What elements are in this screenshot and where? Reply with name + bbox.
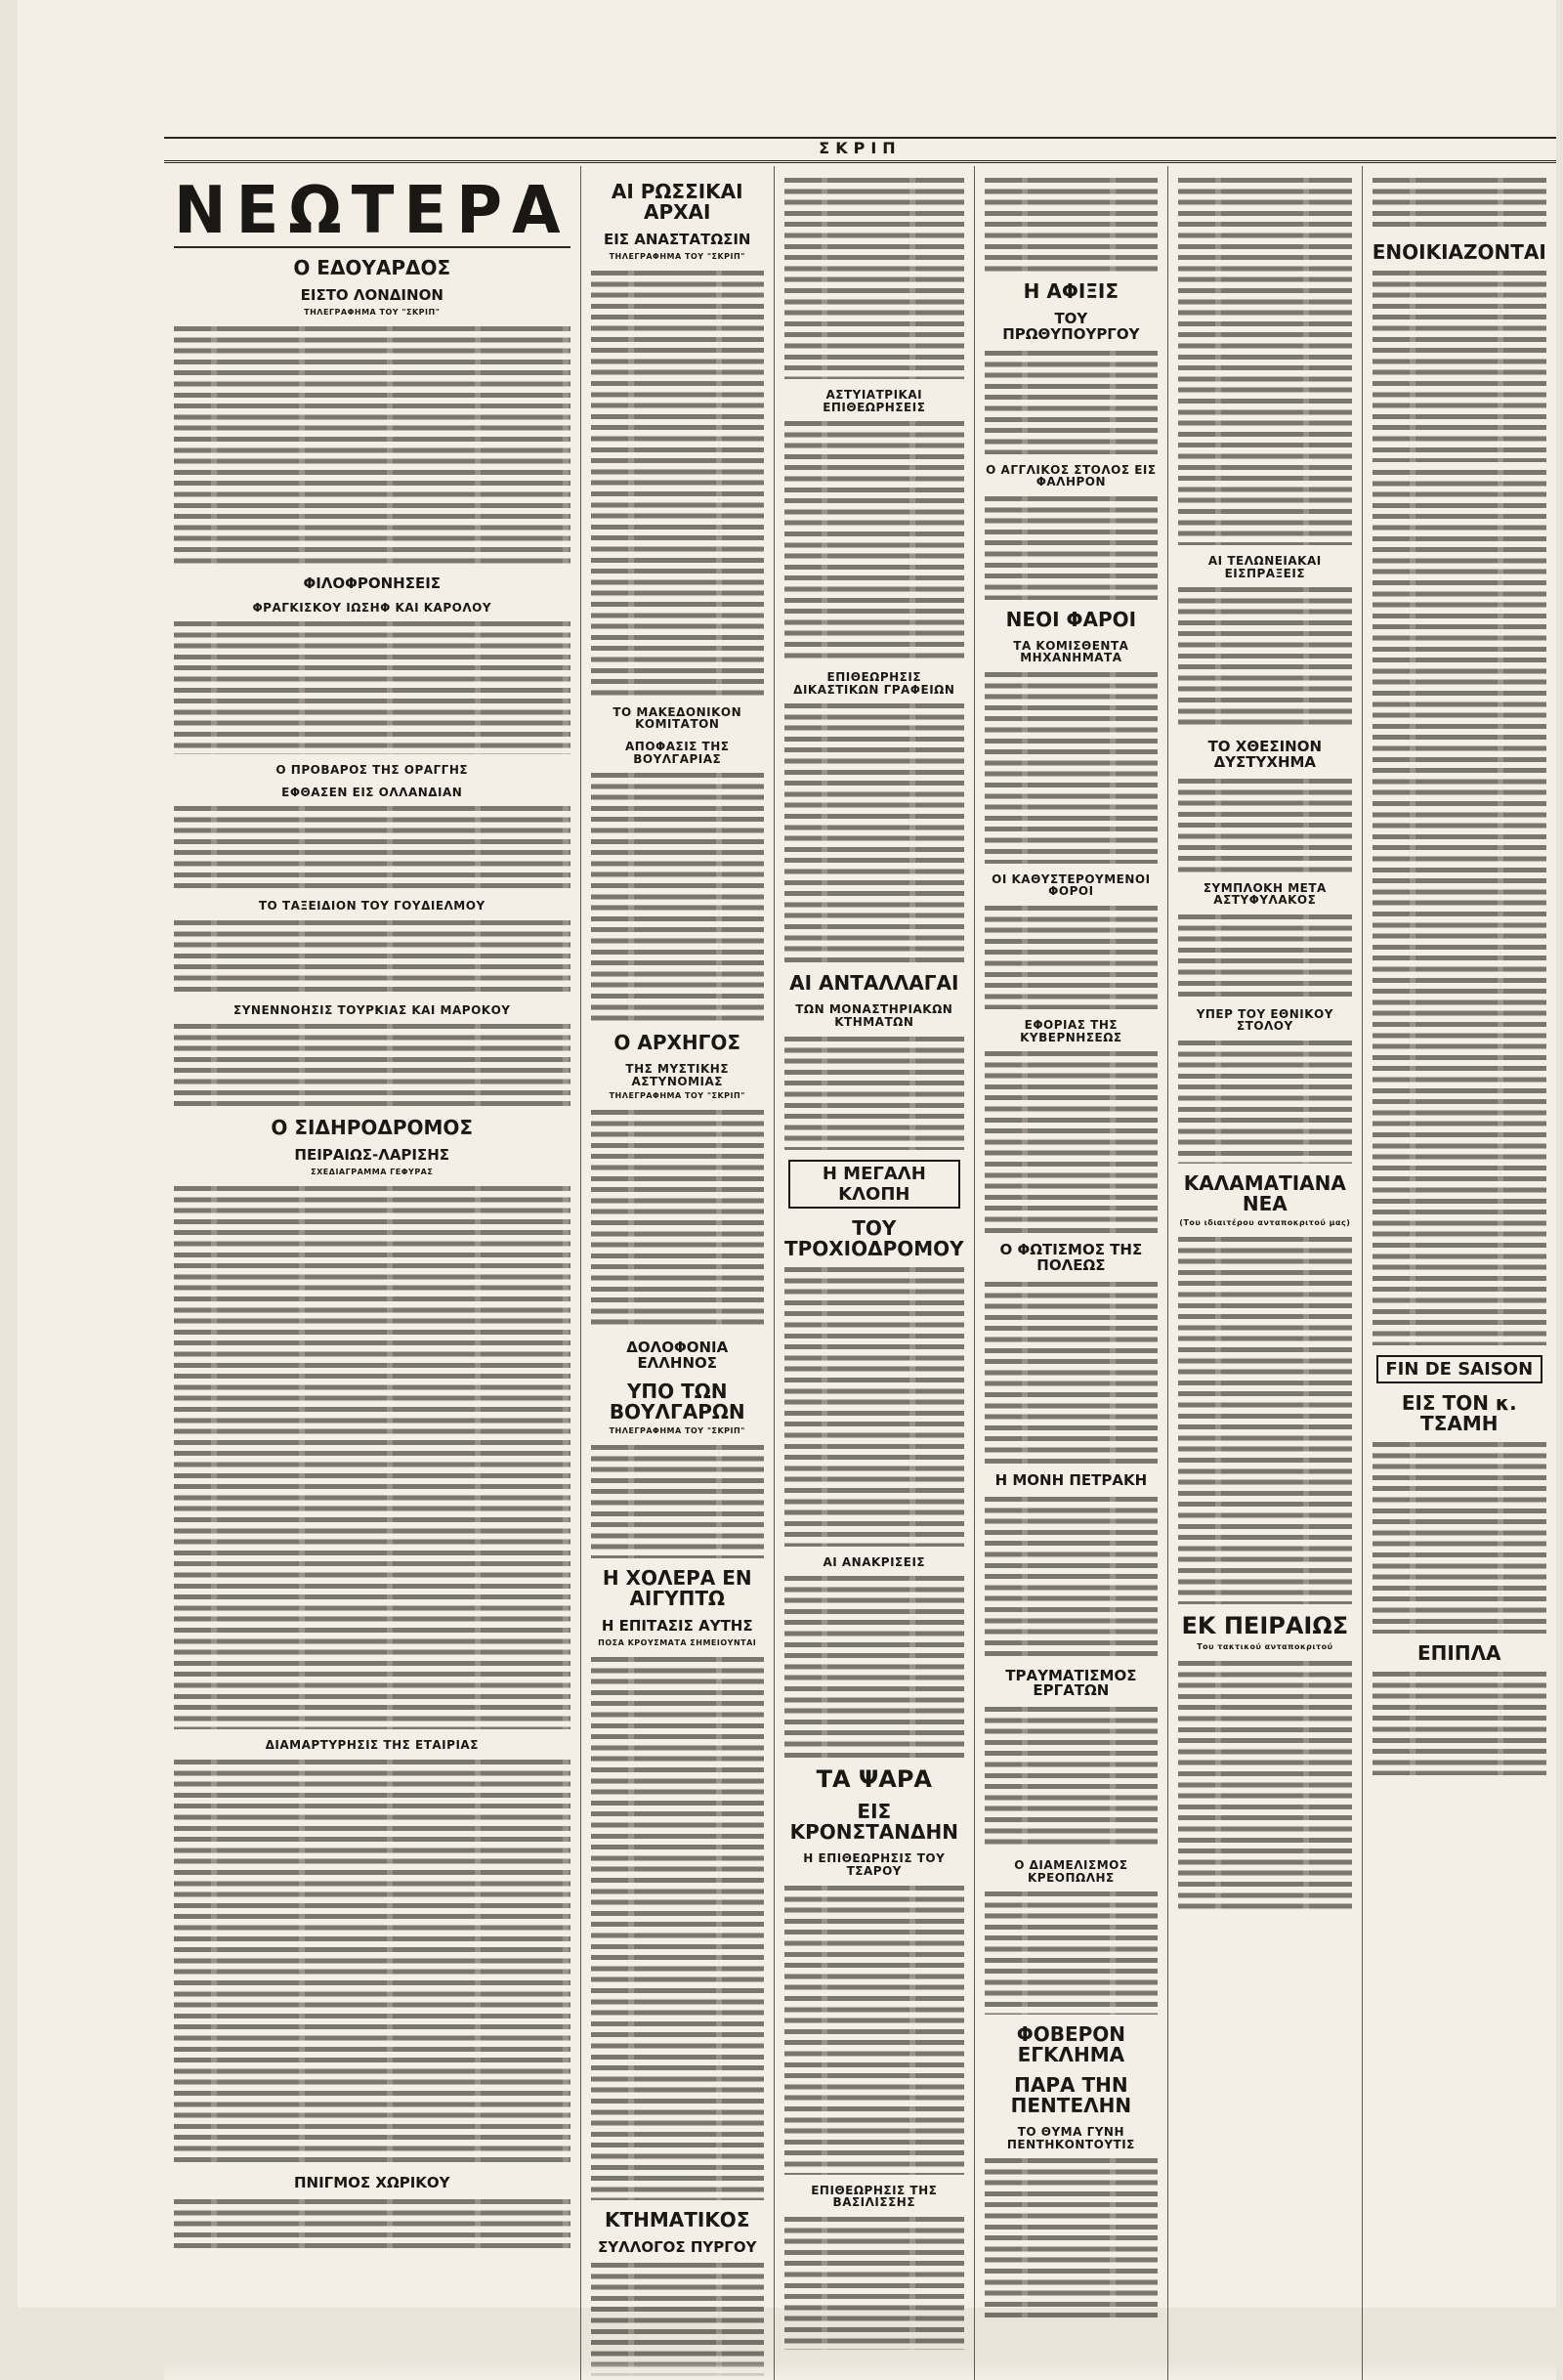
headline: ΤΑ ΨΑΡΑ — [816, 1765, 933, 1794]
headline: Η ΧΟΛΕΡΑ ΕΝ ΑΙΓΥΠΤΩ — [602, 1565, 752, 1610]
headline: ΕΙΣΤΟ ΛΟΝΔΙΝΟΝ — [300, 286, 444, 304]
column-fade — [775, 2360, 974, 2380]
headline: ΑΙ ΤΕΛΩΝΕΙΑΚΑΙ ΕΙΣΠΡΑΞΕΙΣ — [1207, 554, 1322, 580]
headline: ΤΗΣ ΜΥΣΤΙΚΗΣ ΑΣΤΥΝΟΜΙΑΣ — [625, 1062, 730, 1088]
column-5 — [1168, 166, 1362, 2380]
article-body — [1178, 1657, 1351, 1911]
article-body — [985, 174, 1158, 272]
headline: ΕΚ ΠΕΙΡΑΙΩΣ — [1181, 1612, 1349, 1640]
column-fade — [164, 2360, 580, 2380]
subheadline: ΤΗΛΕΓΡΑΦΗΜΑ ΤΟΥ "ΣΚΡΙΠ" — [609, 1091, 745, 1101]
headline: ΤΟ ΧΘΕΣΙΝΟΝ ΔΥΣΤΥΧΗΜΑ — [1207, 738, 1323, 771]
headline: Ο ΕΔΟΥΑΡΔΟΣ — [293, 256, 451, 279]
headline: ΦΙΛΟΦΡΟΝΗΣΕΙΣ — [303, 574, 442, 592]
newspaper-page — [18, 0, 1556, 2308]
article-body — [174, 802, 570, 890]
article-body — [174, 1756, 570, 2166]
headline: ΕΠΙΘΕΩΡΗΣΙΣ ΔΙΚΑΣΤΙΚΩΝ ΓΡΑΦΕΙΩΝ — [793, 670, 955, 697]
headline: ΤΟΥ ΤΡΟΧΙΟΔΡΟΜΟΥ — [783, 1215, 964, 1260]
headline: ΕΙΣ ΚΡΟΝΣΤΑΝΔΗΝ — [789, 1800, 958, 1845]
article-body — [784, 2213, 964, 2350]
article-body — [591, 769, 764, 1023]
column-4 — [975, 166, 1168, 2380]
column-3 — [775, 166, 975, 2380]
article-body — [985, 902, 1158, 1009]
headline: ΑΙ ΑΝΑΚΡΙΣΕΙΣ — [823, 1554, 926, 1569]
subheadline: Του τακτικού ανταποκριτού — [1197, 1642, 1333, 1652]
article-body — [784, 700, 964, 963]
headline: ΣΥΛΛΟΓΟΣ ΠΥΡΓΟΥ — [598, 2237, 757, 2256]
article-body — [1178, 775, 1351, 872]
article-body — [985, 1047, 1158, 1233]
headline: Η ΑΦΙΞΙΣ — [1023, 279, 1119, 303]
article-body — [591, 2259, 764, 2376]
headline: Ο ΑΡΧΗΓΟΣ — [613, 1031, 741, 1055]
headline: ΕΙΣ ΤΟΝ κ. ΤΣΑΜΗ — [1401, 1391, 1517, 1435]
column-fade — [1363, 2360, 1556, 2380]
headline: ΕΠΙΘΕΩΡΗΣΙΣ ΤΗΣ ΒΑΣΙΛΙΣΣΗΣ — [811, 2183, 938, 2210]
column-1 — [164, 166, 581, 2380]
article-body — [1178, 1233, 1351, 1604]
headline: ΣΥΜΠΛΟΚΗ ΜΕΤΑ ΑΣΤΥΦΥΛΑΚΟΣ — [1203, 880, 1327, 908]
headline: Ο ΣΙΔΗΡΟΔΡΟΜΟΣ — [271, 1116, 474, 1140]
subheadline: ΤΗΛΕΓΡΑΦΗΜΑ ΤΟΥ "ΣΚΡΙΠ" — [304, 307, 441, 317]
article-body — [985, 347, 1158, 454]
article-body — [174, 322, 570, 567]
headline: Η ΕΠΙΘΕΩΡΗΣΙΣ ΤΟΥ ΤΣΑΡΟΥ — [803, 1851, 946, 1878]
article-body — [1373, 1438, 1546, 1634]
headline: ΠΝΙΓΜΟΣ ΧΩΡΙΚΟΥ — [293, 2173, 450, 2191]
headline: ΥΠΟ ΤΩΝ ΒΟΥΛΓΑΡΩΝ — [609, 1379, 745, 1424]
headline: ΤΟ ΘΥΜΑ ΓΥΝΗ ΠΕΝΤΗΚΟΝΤΟΥΤΙΣ — [1006, 2125, 1135, 2151]
article-body — [985, 668, 1158, 864]
headline: ΝΕΟΙ ΦΑΡΟΙ — [1005, 607, 1137, 631]
headline: ΥΠΕΡ ΤΟΥ ΕΘΝΙΚΟΥ ΣΤΟΛΟΥ — [1196, 1006, 1333, 1034]
subheadline: ΤΗΛΕΓΡΑΦΗΜΑ ΤΟΥ "ΣΚΡΙΠ" — [609, 1425, 745, 1435]
article-body — [1373, 174, 1546, 233]
headline: ΦΡΑΓΚΙΣΚΟΥ ΙΩΣΗΦ ΚΑΙ ΚΑΡΟΛΟΥ — [252, 600, 492, 615]
headline: ΚΑΛΑΜΑΤΙΑΝΑ ΝΕΑ — [1183, 1171, 1346, 1216]
headline: ΕΝΟΙΚΙΑΖΟΝΤΑΙ — [1372, 240, 1546, 264]
headline: ΟΙ ΚΑΘΥΣΤΕΡΟΥΜΕΝΟΙ ΦΟΡΟΙ — [992, 871, 1151, 899]
headline: ΕΦΟΡΙΑΣ ΤΗΣ ΚΥΒΕΡΝΗΣΕΩΣ — [1020, 1018, 1122, 1044]
headline: Η ΜΟΝΗ ΠΕΤΡΑΚΗ — [994, 1470, 1148, 1489]
article-body — [784, 1263, 964, 1547]
headline: ΔΙΑΜΑΡΤΥΡΗΣΙΣ ΤΗΣ ΕΤΑΙΡΙΑΣ — [265, 1738, 479, 1753]
headline: ΤΟ ΤΑΞΕΙΔΙΟΝ ΤΟΥ ΓΟΥΔΙΕΛΜΟΥ — [258, 899, 486, 914]
headline: ΚΤΗΜΑΤΙΚΟΣ — [604, 2207, 750, 2231]
article-body — [174, 2195, 570, 2254]
column-fade — [1168, 2360, 1361, 2380]
article-body — [1178, 174, 1351, 545]
masthead: ΣΚΡΙΠ — [819, 139, 902, 157]
article-body — [174, 916, 570, 995]
headline: ΑΙ ΑΝΤΑΛΛΑΓΑΙ — [789, 971, 959, 996]
article-body — [985, 1703, 1158, 1849]
article-body — [784, 174, 964, 379]
headline: ΤΡΑΥΜΑΤΙΣΜΟΣ ΕΡΓΑΤΩΝ — [1005, 1666, 1137, 1700]
article-body — [784, 1572, 964, 1758]
headline: ΔΟΛΟΦΟΝΙΑ ΕΛΛΗΝΟΣ — [626, 1339, 729, 1373]
article-body — [174, 1182, 570, 1729]
article-body — [784, 1033, 964, 1150]
article-body — [591, 1653, 764, 2200]
section-title-nea: ΝΕΩΤΕΡΑ — [174, 173, 570, 249]
article-body — [784, 1882, 964, 2175]
headline: ΕΙΣ ΑΝΑΣΤΑΤΩΣΙΝ — [603, 231, 751, 248]
article-body — [591, 1106, 764, 1331]
article-body — [174, 617, 570, 754]
article-body — [985, 1493, 1158, 1659]
headline: ΤΑ ΚΟΜΙΣΘΕΝΤΑ ΜΗΧΑΝΗΜΑΤΑ — [1013, 638, 1129, 665]
article-body — [784, 417, 964, 661]
article-body — [1373, 1668, 1546, 1775]
article-body — [1178, 911, 1351, 999]
article-body — [591, 1441, 764, 1558]
article-body — [985, 492, 1158, 600]
headline: ΕΦΘΑΣΕΝ ΕΙΣ ΟΛΛΑΝΔΙΑΝ — [281, 785, 463, 799]
headline: ΑΣΤΥΙΑΤΡΙΚΑΙ ΕΠΙΘΕΩΡΗΣΕΙΣ — [823, 388, 926, 414]
article-body — [985, 1278, 1158, 1464]
headline: Ο ΔΙΑΜΕΛΙΣΜΟΣ ΚΡΕΟΠΩΛΗΣ — [1014, 1858, 1128, 1885]
headline: ΤΟΥ ΠΡΩΘΥΠΟΥΡΓΟΥ — [1002, 310, 1140, 343]
subheadline: (Του ιδιαιτέρου ανταποκριτού μας) — [1179, 1218, 1351, 1228]
subheadline: ΣΧΕΔΙΑΓΡΑΜΜΑ ΓΕΦΥΡΑΣ — [311, 1168, 434, 1177]
headline: ΑΠΟΦΑΣΙΣ ΤΗΣ ΒΟΥΛΓΑΡΙΑΣ — [624, 739, 730, 766]
article-body — [591, 267, 764, 697]
headline: ΠΕΙΡΑΙΩΣ-ΛΑΡΙΣΗΣ — [294, 1146, 450, 1165]
headline: ΤΟ ΜΑΚΕΔΟΝΙΚΟΝ ΚΟΜΙΤΑΤΟΝ — [613, 704, 742, 732]
headline: Ο ΑΓΓΛΙΚΟΣ ΣΤΟΛΟΣ ΕΙΣ ΦΑΛΗΡΟΝ — [986, 462, 1157, 489]
subheadline: ΤΗΛΕΓΡΑΦΗΜΑ ΤΟΥ "ΣΚΡΙΠ" — [609, 251, 745, 261]
headline: ΠΑΡΑ ΤΗΝ ΠΕΝΤΕΛΗΝ — [1010, 2073, 1132, 2118]
column-fade — [581, 2360, 774, 2380]
column-fade — [975, 2360, 1167, 2380]
headline: ΑΙ ΡΩΣΣΙΚΑΙ ΑΡΧΑΙ — [611, 180, 743, 224]
column-6 — [1363, 166, 1556, 2380]
subheadline: ΠΟΣΑ ΚΡΟΥΣΜΑΤΑ ΣΗΜΕΙΟΥΝΤΑΙ — [598, 1637, 757, 1647]
boxed-headline: Η ΜΕΓΑΛΗ ΚΛΟΠΗ — [788, 1160, 960, 1209]
headline: ΕΠΙΠΛΑ — [1417, 1641, 1501, 1665]
headline: Ο ΦΩΤΙΣΜΟΣ ΤΗΣ ΠΟΛΕΩΣ — [999, 1241, 1143, 1274]
headline: Η ΕΠΙΤΑΣΙΣ ΑΥΤΗΣ — [601, 1616, 753, 1635]
column-2 — [581, 166, 775, 2380]
headline: ΣΥΝΕΝΝΟΗΣΙΣ ΤΟΥΡΚΙΑΣ ΚΑΙ ΜΑΡΟΚΟΥ — [233, 1002, 511, 1017]
article-body — [1178, 583, 1351, 730]
headline: Ο ΠΡΟΒΑΡΟΣ ΤΗΣ ΟΡΑΓΓΗΣ — [275, 763, 469, 778]
columns — [164, 166, 1556, 2288]
article-body — [1373, 466, 1546, 1345]
article-body — [985, 1888, 1158, 2015]
article-body — [1178, 1037, 1351, 1164]
article-body — [174, 1020, 570, 1108]
article-body — [1373, 267, 1546, 462]
boxed-headline: FIN DE SAISON — [1376, 1355, 1542, 1383]
masthead-rule — [164, 160, 1556, 165]
article-body — [985, 2154, 1158, 2320]
headline: ΤΩΝ ΜΟΝΑΣΤΗΡΙΑΚΩΝ ΚΤΗΜΑΤΩΝ — [795, 1002, 953, 1029]
headline: ΦΟΒΕΡΟΝ ΕΓΚΛΗΜΑ — [1016, 2022, 1126, 2067]
